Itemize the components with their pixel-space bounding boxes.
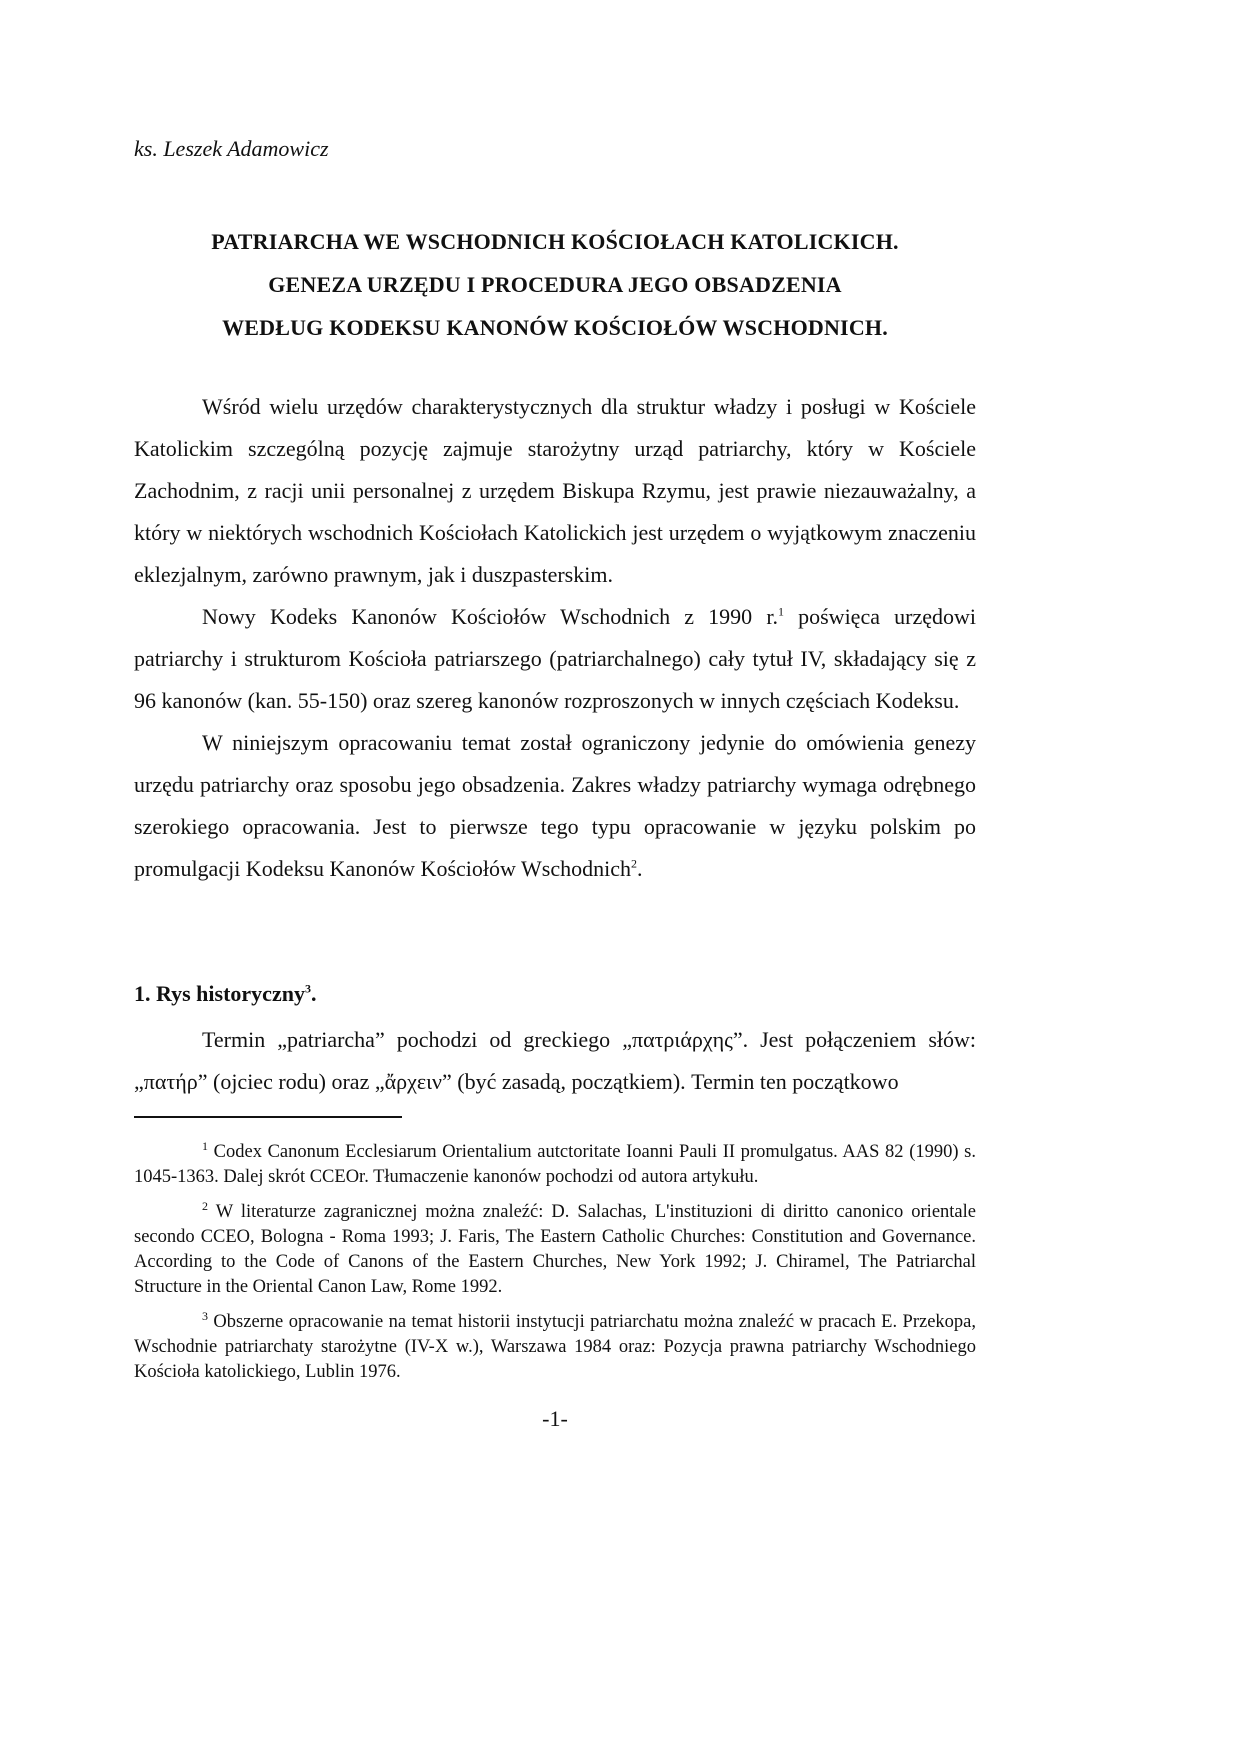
footnote-ref: 3	[304, 981, 311, 996]
footnote-ref: 1	[777, 604, 784, 619]
paragraph: Wśród wielu urzędów charakterystycznych dla struktur władzy i posługi w Kościele Katolickim szczególną pozycję zajmuje starożytny urząd patriarchy, który w Kościele Zachodnim, z racji unii personalnej z urzędem Biskupa Rzymu, jest prawie niezauważalny, a który w niektórych wschodnich Kościołach Katolickich jest urzędem o wyjątkowym znaczeniu eklezjalnym, zarówno prawnym, jak i duszpasterskim.	[134, 394, 976, 587]
footnote	[134, 1140, 976, 1190]
footnote-text: Obszerne opracowanie na temat historii instytucji patriarchatu można znaleźć w pracach E. Przekopa, Wschodnie patriarchaty starożytne (IV-X w.), Warszawa 1984 oraz: Pozycja prawna patriarchy Wschodniego Kościoła katolickiego, Lublin 1976.	[134, 1312, 976, 1382]
footnote-divider	[134, 1116, 402, 1118]
footnote-text: W literaturze zagranicznej można znaleźć: D. Salachas, L'instituzioni di diritto canonico orientale secondo CCEO, Bologna - Roma 1993; J. Faris, The Eastern Catholic Churches: Constitution and Governance. According to the Code of Canons of the Eastern Churches, New York 1992; J. Chiramel, The Patriarchal Structure in the Oriental Canon Law, Rome 1992.	[134, 1202, 976, 1297]
document-title	[134, 220, 976, 349]
title-line: GENEZA URZĘDU I PROCEDURA JEGO OBSADZENIA	[268, 272, 842, 297]
paragraph	[134, 596, 976, 722]
page-number: -1-	[542, 1406, 568, 1431]
intro-body	[134, 386, 976, 890]
paragraph	[134, 722, 976, 890]
section-body	[134, 1019, 976, 1103]
footnote-number: 2	[202, 1198, 208, 1213]
title-line: PATRIARCHA WE WSCHODNICH KOŚCIOŁACH KATOLICKICH.	[211, 229, 899, 254]
paragraph: Termin „patriarcha” pochodzi od greckiego „πατριάρχης”. Jest połączeniem słów: „πατήρ” (ojciec rodu) oraz „ἄρχειν” (być zasadą, początkiem). Termin ten początkowo	[134, 1027, 976, 1094]
section-heading	[134, 981, 316, 1007]
footnote	[134, 1310, 976, 1385]
title-line: WEDŁUG KODEKSU KANONÓW KOŚCIOŁÓW WSCHODNICH.	[222, 315, 888, 340]
paragraph-text: poświęca urzędowi patriarchy i strukturom Kościoła patriarszego (patriarchalnego) cały tytuł IV, składający się z 96 kanonów (kan. 55-150) oraz szereg kanonów rozproszonych w innych częściach Kodeksu.	[134, 604, 976, 713]
footnote-number: 3	[202, 1308, 208, 1323]
footnote-text: Codex Canonum Ecclesiarum Orientalium autctoritate Ioanni Pauli II promulgatus. AAS 82 (1990) s. 1045-1363. Dalej skrót CCEOr. Tłumaczenie kanonów pochodzi od autora artykułu.	[134, 1142, 976, 1187]
footnote-number: 1	[202, 1138, 208, 1153]
author: ks. Leszek Adamowicz	[134, 136, 329, 161]
heading-text: .	[310, 981, 317, 1006]
paragraph-text: W niniejszym opracowaniu temat został ograniczony jedynie do omówienia genezy urzędu patriarchy oraz sposobu jego obsadzenia. Zakres władzy patriarchy wymaga odrębnego szerokiego opracowania. Jest to pierwsze tego typu opracowanie w języku polskim po promulgacji Kodeksu Kanonów Kościołów Wschodnich	[134, 730, 976, 881]
footnotes	[134, 1140, 976, 1395]
footnote	[134, 1200, 976, 1300]
paragraph-text: Nowy Kodeks Kanonów Kościołów Wschodnich z 1990 r.	[202, 604, 778, 629]
heading-text: 1. Rys historyczny	[134, 981, 305, 1006]
footnote-ref: 2	[630, 856, 637, 871]
paragraph-text: .	[636, 856, 643, 881]
